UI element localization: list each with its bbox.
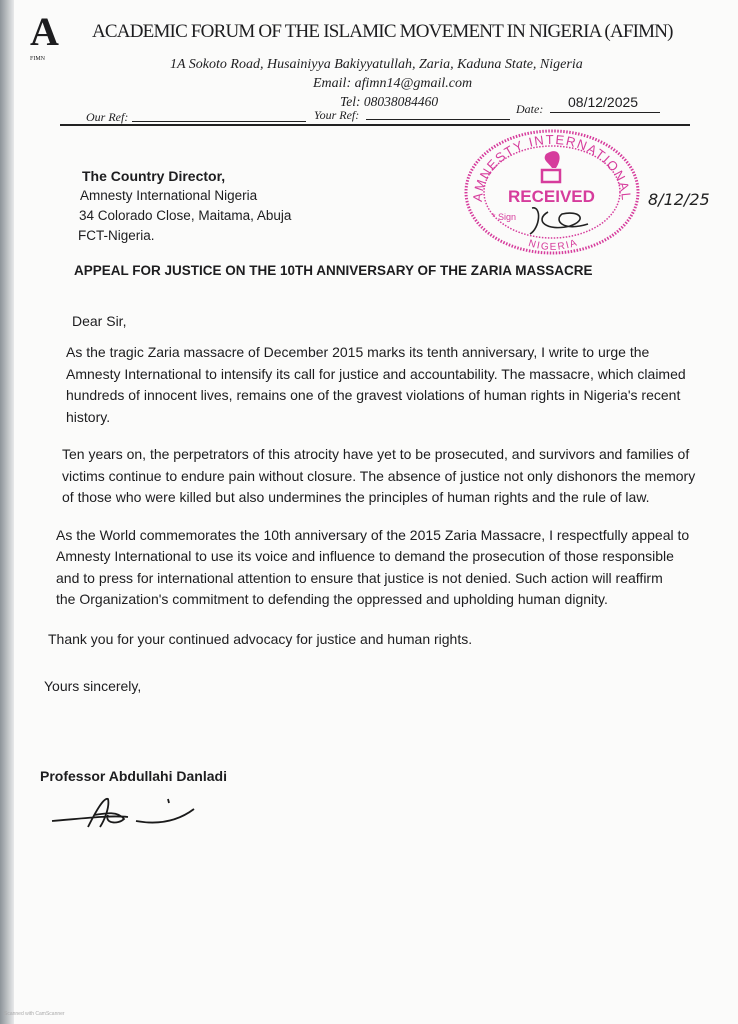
logo-subtext: FIMN (30, 56, 46, 62)
paragraph-line: of those who were killed but also undermines the principles of human rights and the rule of law. (62, 489, 650, 505)
paragraph-line: hundreds of innocent lives, remains one of the gravest violations of human rights in Nigeria's recent (66, 387, 681, 403)
stamp-top-text: AMNESTY INTERNATIONAL (469, 131, 635, 203)
date-line (550, 112, 660, 113)
signatory-name: Professor Abdullahi Danladi (40, 767, 227, 784)
recipient-city: FCT-Nigeria. (78, 228, 155, 243)
closing: Yours sincerely, (44, 678, 142, 694)
letter-body (0, 166, 738, 835)
paragraph-line: history. (66, 408, 111, 425)
recipient-address: 34 Colorado Close, Maitama, Abuja (79, 208, 292, 223)
paragraph-line: Amnesty International to intensify its call for justice and accountability. The massacre, which claimed (66, 365, 686, 382)
organization-name: ACADEMIC FORUM OF THE ISLAMIC MOVEMENT IN NIGERIA (AFIMN) (92, 21, 673, 42)
your-ref-line (366, 119, 510, 120)
date-value: 08/12/2025 (568, 94, 639, 110)
paragraph-line: Amnesty International to use its voice and influence to demand the prosecution of those responsible (56, 548, 674, 564)
email: Email: afimn14@gmail.com (313, 76, 473, 91)
date-label: Date: (516, 102, 544, 116)
address: 1A Sokoto Road, Husainiyya Bakiyyatullah, Zaria, Kaduna State, Nigeria (170, 57, 583, 72)
telephone: Tel: 08038084460 (340, 94, 439, 109)
paragraph-line: Ten years on, the perpetrators of this atrocity have yet to be prosecuted, and survivors and families of (62, 446, 690, 462)
salutation: Dear Sir, (72, 313, 127, 329)
stamp-received: RECEIVED (508, 187, 595, 206)
paragraph-line: As the tragic Zaria massacre of December 2015 marks its tenth anniversary, I write to urge the (66, 344, 650, 360)
subject-line: APPEAL FOR JUSTICE ON THE 10TH ANNIVERSARY OF THE ZARIA MASSACRE (74, 263, 593, 278)
your-ref-label: Your Ref: (314, 108, 360, 122)
paragraph-3 (56, 525, 732, 611)
thanks-line: Thank you for your continued advocacy for justice and human rights. (48, 630, 473, 647)
paragraph-1 (66, 342, 732, 428)
signature (48, 791, 208, 835)
recipient-title: The Country Director, (82, 168, 226, 184)
paragraph-line: the Organization's commitment to defending the oppressed and upholding human dignity. (56, 591, 608, 607)
header-rule (60, 124, 690, 126)
stamp-sign-label: * Sign (492, 212, 517, 222)
logo: A (30, 9, 59, 54)
paragraph-line: and to press for international attention to ensure that justice is not denied. Such action will reaffirm (56, 569, 663, 586)
paragraph-line: As the World commemorates the 10th anniversary of the 2015 Zaria Massacre, I respectfully appeal to (56, 526, 690, 543)
paragraph-line: victims continue to endure pain without closure. The absence of justice not only dishonors the memory (62, 467, 696, 484)
recipient-org: Amnesty International Nigeria (80, 188, 258, 203)
received-date-handwritten: 8/12/25 (648, 190, 710, 209)
scanner-watermark: Scanned with CamScanner (4, 1011, 65, 1017)
our-ref-line (132, 121, 306, 122)
paragraph-2 (62, 444, 732, 509)
our-ref-label: Our Ref: (86, 110, 129, 124)
stamp-bottom-text: NIGERIA (527, 237, 580, 253)
